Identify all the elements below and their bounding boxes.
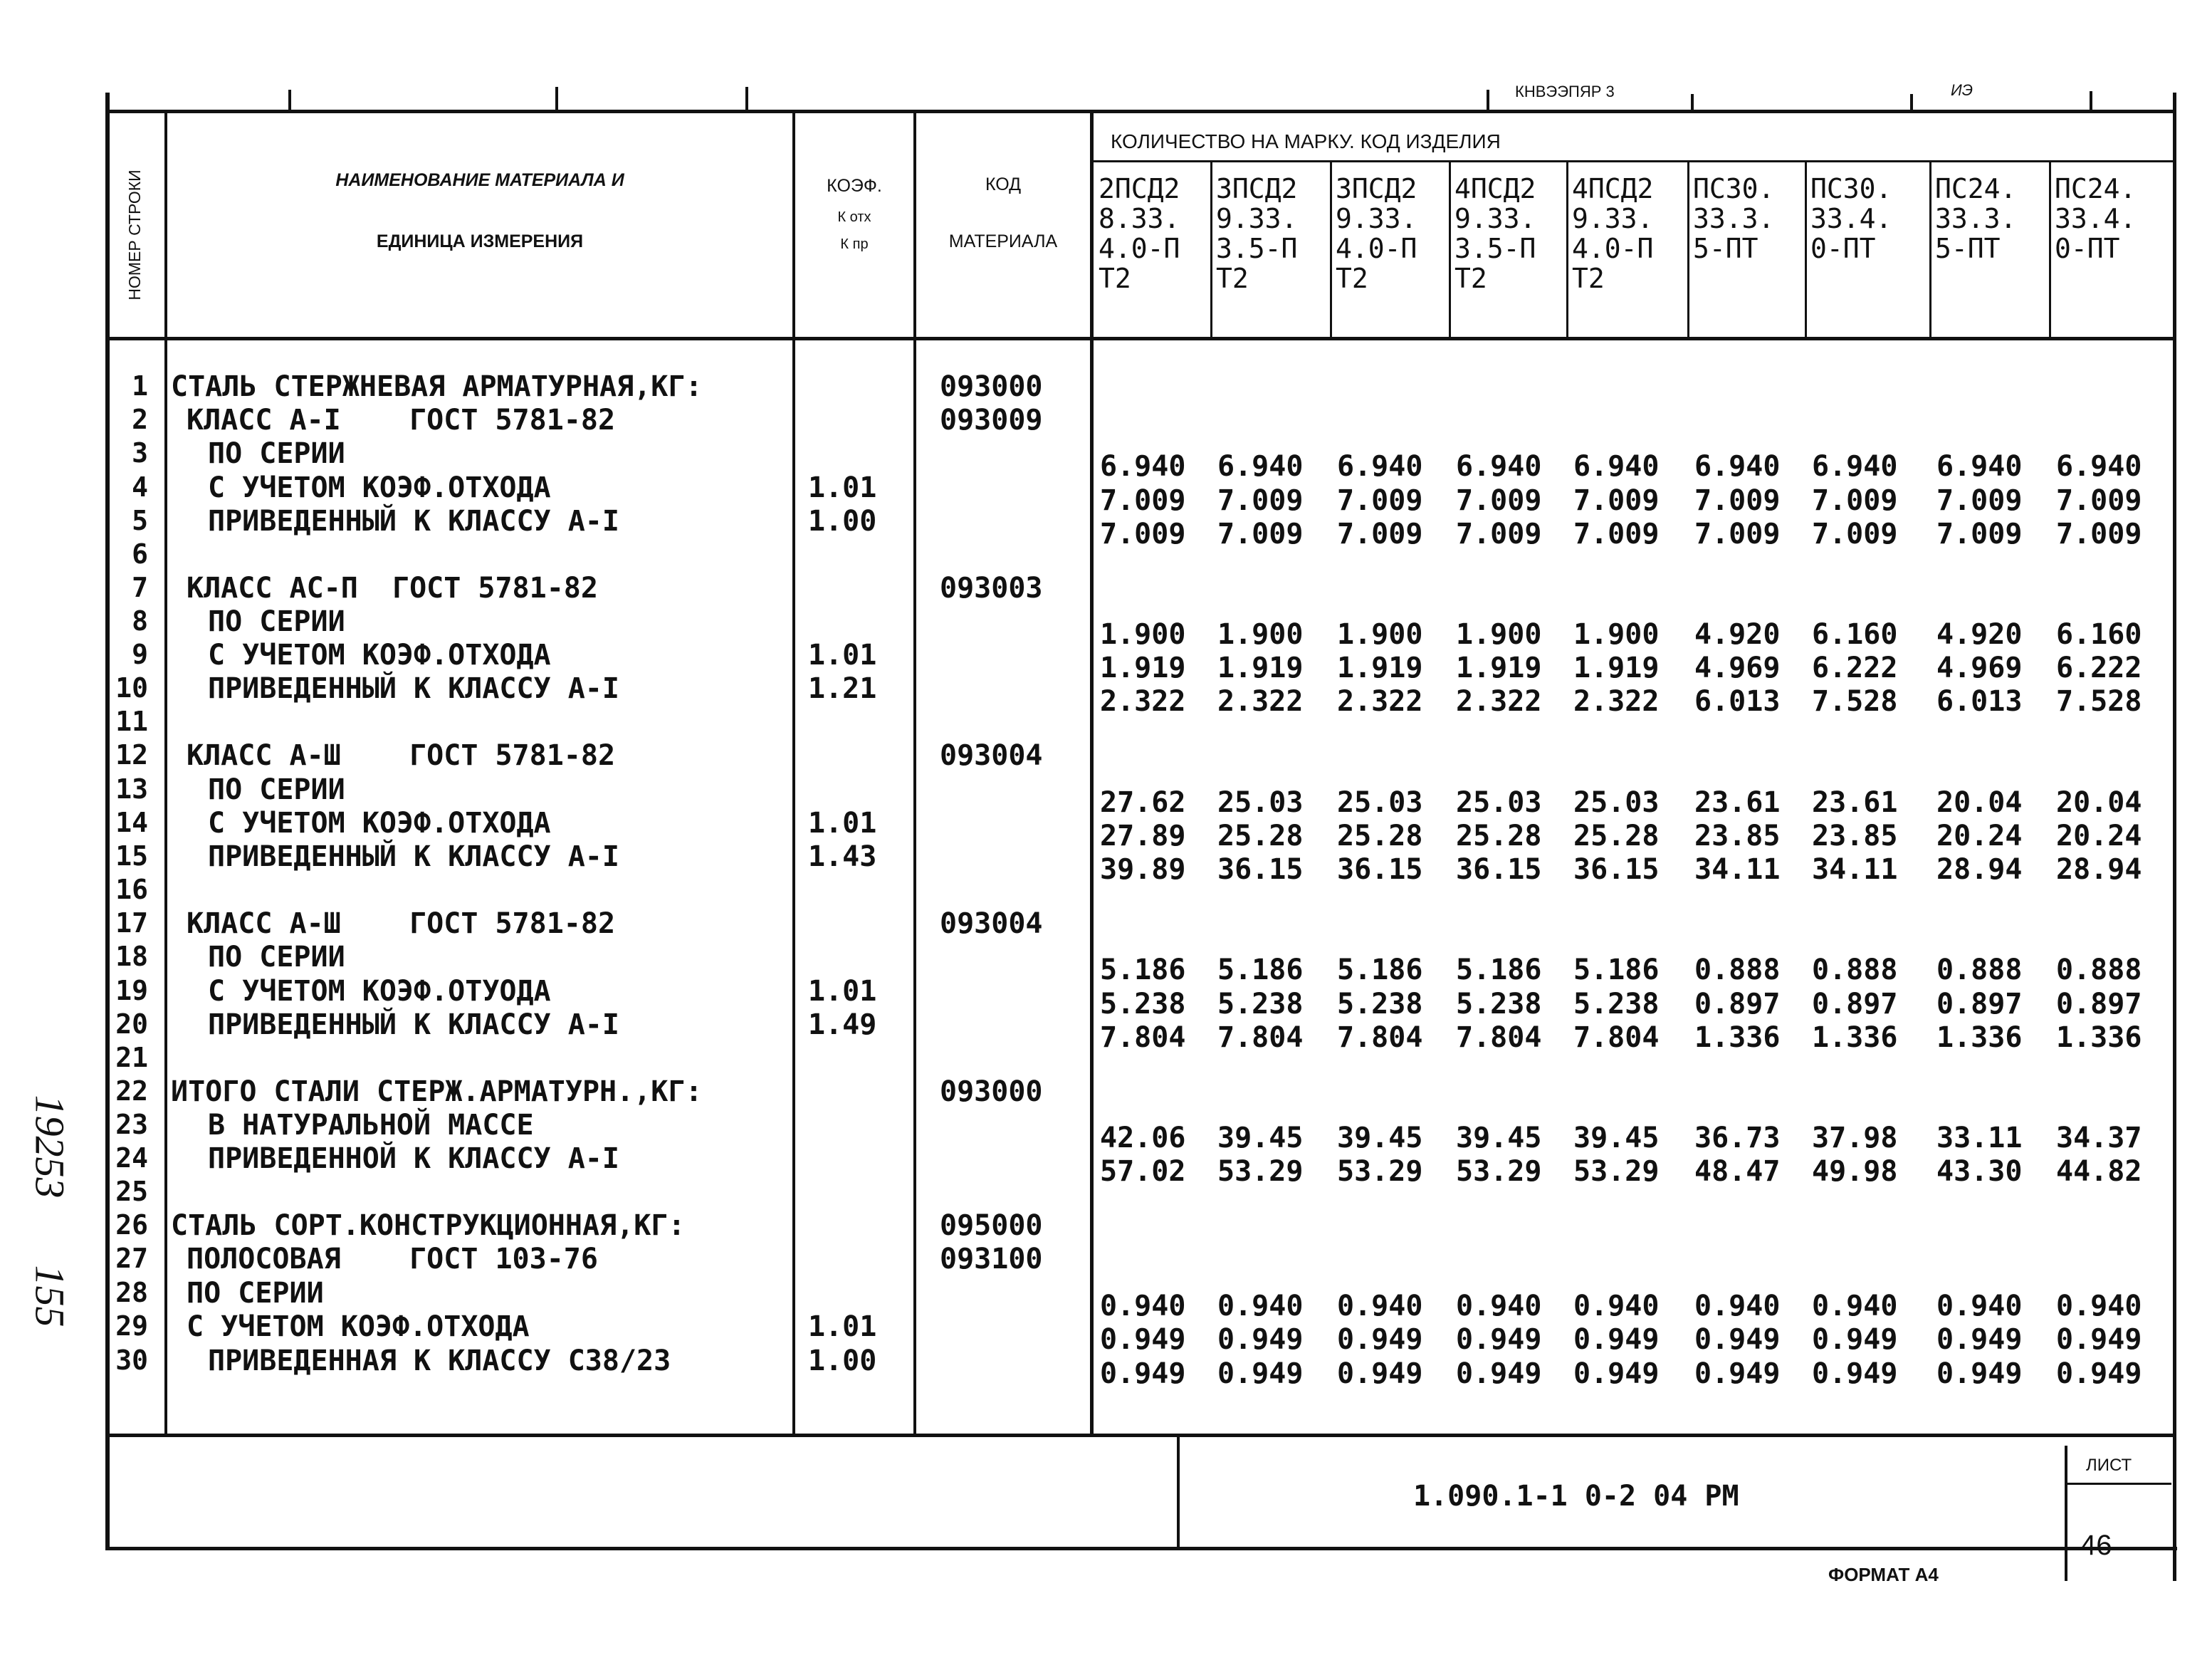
coefficient: 1.01 bbox=[808, 975, 877, 1008]
quantity-value: 53.29 bbox=[1217, 1155, 1304, 1188]
material-name: ПО СЕРИИ bbox=[208, 437, 345, 470]
quantity-value: 23.85 bbox=[1694, 820, 1781, 852]
sheet-number: 46 bbox=[2080, 1530, 2112, 1561]
quantity-value: 20.04 bbox=[1936, 786, 2023, 819]
row-number: 9 bbox=[132, 639, 148, 670]
quantity-value: 1.919 bbox=[1573, 652, 1660, 684]
quantity-value: 7.528 bbox=[1812, 685, 1898, 718]
quantity-value: 34.11 bbox=[1694, 853, 1781, 886]
material-code: 095000 bbox=[940, 1209, 1043, 1242]
quantity-value: 0.949 bbox=[1456, 1357, 1542, 1390]
quantity-value: 5.186 bbox=[1456, 954, 1542, 986]
material-name: КЛАСС А-Ш ГОСТ 5781-82 bbox=[187, 907, 616, 940]
quantity-value: 27.89 bbox=[1100, 820, 1186, 852]
row-number: 21 bbox=[115, 1042, 148, 1073]
row-number: 19 bbox=[115, 975, 148, 1006]
material-name: ПОЛОСОВАЯ ГОСТ 103-76 bbox=[187, 1243, 598, 1275]
quantity-value: 0.888 bbox=[2056, 954, 2142, 986]
quantity-value: 6.940 bbox=[1217, 450, 1304, 483]
material-name: КЛАСС А-Ш ГОСТ 5781-82 bbox=[187, 739, 616, 772]
document-code: 1.090.1-1 0-2 04 PM bbox=[1413, 1480, 1739, 1513]
quantity-value: 0.940 bbox=[1936, 1290, 2023, 1322]
quantity-value: 49.98 bbox=[1812, 1155, 1898, 1188]
quantity-value: 0.949 bbox=[1812, 1323, 1898, 1356]
coefficient: 1.21 bbox=[808, 672, 877, 705]
quantity-value: 0.897 bbox=[1812, 988, 1898, 1021]
quantity-value: 7.009 bbox=[1694, 484, 1781, 517]
quantity-value: 7.528 bbox=[2056, 685, 2142, 718]
row-number: 26 bbox=[115, 1209, 148, 1241]
quantity-value: 0.949 bbox=[2056, 1357, 2142, 1390]
quantity-value: 0.888 bbox=[1812, 954, 1898, 986]
quantity-value: 7.009 bbox=[1456, 518, 1542, 550]
quantity-value: 7.009 bbox=[1694, 518, 1781, 550]
row-number: 7 bbox=[132, 572, 148, 603]
material-name: С УЧЕТОМ КОЭФ.ОТХОДА bbox=[208, 471, 551, 504]
quantity-value: 39.45 bbox=[1337, 1122, 1423, 1154]
material-name: ПРИВЕДЕННОЙ К КЛАССУ А-I bbox=[208, 1142, 619, 1175]
quantity-value: 0.897 bbox=[2056, 988, 2142, 1021]
quantity-value: 1.336 bbox=[1812, 1021, 1898, 1054]
column-separator bbox=[1929, 161, 1931, 338]
quantity-value: 6.160 bbox=[1812, 618, 1898, 651]
row-number: 28 bbox=[115, 1277, 148, 1308]
quantity-value: 4.969 bbox=[1936, 652, 2023, 684]
quantity-value: 25.03 bbox=[1456, 786, 1542, 819]
quantity-value: 0.949 bbox=[1100, 1323, 1186, 1356]
quantity-value: 36.15 bbox=[1573, 853, 1660, 886]
material-code: 093000 bbox=[940, 1075, 1043, 1108]
row-number: 18 bbox=[115, 941, 148, 972]
row-number: 17 bbox=[115, 907, 148, 939]
column-header: 4ПСД2 9.33. 4.0-П Т2 bbox=[1572, 173, 1654, 294]
material-code: 093000 bbox=[940, 370, 1043, 403]
coefficient: 1.01 bbox=[808, 1310, 877, 1343]
quantity-value: 20.24 bbox=[2056, 820, 2142, 852]
row-number: 8 bbox=[132, 605, 148, 637]
quantity-value: 6.940 bbox=[1100, 450, 1186, 483]
quantity-value: 23.61 bbox=[1694, 786, 1781, 819]
quantity-value: 2.322 bbox=[1217, 685, 1304, 718]
quantity-value: 1.336 bbox=[2056, 1021, 2142, 1054]
quantity-value: 34.11 bbox=[1812, 853, 1898, 886]
row-number: 1 bbox=[132, 370, 148, 402]
row-number: 2 bbox=[132, 404, 148, 435]
quantity-value: 53.29 bbox=[1337, 1155, 1423, 1188]
row-number: 10 bbox=[115, 672, 148, 704]
quantity-value: 0.940 bbox=[1573, 1290, 1660, 1322]
row-number: 30 bbox=[115, 1345, 148, 1376]
material-name: ПО СЕРИИ bbox=[208, 773, 345, 806]
quantity-value: 7.009 bbox=[1337, 518, 1423, 550]
quantity-value: 36.15 bbox=[1456, 853, 1542, 886]
quantity-value: 7.009 bbox=[1100, 484, 1186, 517]
quantity-value: 1.919 bbox=[1337, 652, 1423, 684]
quantity-value: 25.03 bbox=[1337, 786, 1423, 819]
quantity-value: 0.949 bbox=[1217, 1323, 1304, 1356]
coefficient: 1.01 bbox=[808, 807, 877, 840]
quantity-value: 0.949 bbox=[1337, 1357, 1423, 1390]
quantity-value: 6.940 bbox=[1936, 450, 2023, 483]
quantity-value: 39.89 bbox=[1100, 853, 1186, 886]
quantity-value: 6.013 bbox=[1936, 685, 2023, 718]
quantity-value: 5.238 bbox=[1100, 988, 1186, 1021]
material-name: С УЧЕТОМ КОЭФ.ОТХОДА bbox=[208, 639, 551, 672]
quantity-value: 5.186 bbox=[1217, 954, 1304, 986]
quantity-value: 0.940 bbox=[1456, 1290, 1542, 1322]
column-separator bbox=[1210, 161, 1212, 338]
quantity-value: 0.940 bbox=[1337, 1290, 1423, 1322]
row-number: 25 bbox=[115, 1176, 148, 1207]
quantity-value: 5.186 bbox=[1337, 954, 1423, 986]
coefficient: 1.49 bbox=[808, 1008, 877, 1041]
quantity-value: 6.940 bbox=[1573, 450, 1660, 483]
header-code-column: КОД МАТЕРИАЛА bbox=[948, 174, 1058, 251]
quantity-value: 27.62 bbox=[1100, 786, 1186, 819]
header-coef-column: КОЭФ. К отх К пр bbox=[827, 176, 882, 252]
column-header: 4ПСД2 9.33. 3.5-П Т2 bbox=[1454, 173, 1536, 294]
quantity-value: 1.919 bbox=[1217, 652, 1304, 684]
material-name: ПО СЕРИИ bbox=[208, 941, 345, 974]
quantity-value: 36.15 bbox=[1217, 853, 1304, 886]
material-code: 093100 bbox=[940, 1243, 1043, 1275]
quantity-value: 0.897 bbox=[1694, 988, 1781, 1021]
row-number: 27 bbox=[115, 1243, 148, 1274]
quantity-value: 0.888 bbox=[1936, 954, 2023, 986]
material-name: ПО СЕРИИ bbox=[187, 1277, 324, 1310]
quantity-value: 5.186 bbox=[1100, 954, 1186, 986]
row-number: 6 bbox=[132, 538, 148, 570]
quantity-value: 2.322 bbox=[1573, 685, 1660, 718]
quantity-value: 7.009 bbox=[1812, 518, 1898, 550]
coefficient: 1.00 bbox=[808, 505, 877, 538]
quantity-value: 0.949 bbox=[1936, 1357, 2023, 1390]
quantity-value: 4.969 bbox=[1694, 652, 1781, 684]
quantity-value: 0.949 bbox=[2056, 1323, 2142, 1356]
quantity-value: 5.238 bbox=[1337, 988, 1423, 1021]
quantity-value: 0.949 bbox=[1337, 1323, 1423, 1356]
quantity-value: 0.940 bbox=[1812, 1290, 1898, 1322]
quantity-value: 2.322 bbox=[1337, 685, 1423, 718]
quantity-value: 25.28 bbox=[1573, 820, 1660, 852]
quantity-value: 1.336 bbox=[1936, 1021, 2023, 1054]
quantity-value: 53.29 bbox=[1456, 1155, 1542, 1188]
material-name: С УЧЕТОМ КОЭФ.ОТУОДА bbox=[208, 975, 551, 1008]
quantity-value: 0.940 bbox=[1217, 1290, 1304, 1322]
quantity-value: 1.919 bbox=[1100, 652, 1186, 684]
quantity-value: 23.85 bbox=[1812, 820, 1898, 852]
quantity-value: 7.009 bbox=[1936, 518, 2023, 550]
quantity-value: 7.009 bbox=[1812, 484, 1898, 517]
quantity-value: 7.009 bbox=[1217, 484, 1304, 517]
quantity-value: 25.28 bbox=[1217, 820, 1304, 852]
quantity-value: 5.238 bbox=[1573, 988, 1660, 1021]
row-number: 24 bbox=[115, 1142, 148, 1174]
row-number: 13 bbox=[115, 773, 148, 805]
quantity-value: 39.45 bbox=[1573, 1122, 1660, 1154]
quantity-value: 0.949 bbox=[1456, 1323, 1542, 1356]
quantity-value: 6.222 bbox=[1812, 652, 1898, 684]
material-name: СТАЛЬ СОРТ.КОНСТРУКЦИОННАЯ,КГ: bbox=[171, 1209, 686, 1242]
column-header: ПС30. 33.4. 0-ПТ bbox=[1810, 173, 1892, 264]
quantity-value: 57.02 bbox=[1100, 1155, 1186, 1188]
quantity-value: 0.949 bbox=[1573, 1357, 1660, 1390]
quantity-value: 7.009 bbox=[2056, 484, 2142, 517]
material-name: В НАТУРАЛЬНОЙ МАССЕ bbox=[208, 1109, 534, 1142]
row-number: 5 bbox=[132, 505, 148, 536]
quantity-value: 39.45 bbox=[1217, 1122, 1304, 1154]
quantity-value: 34.37 bbox=[2056, 1122, 2142, 1154]
quantity-value: 1.900 bbox=[1217, 618, 1304, 651]
row-number: 11 bbox=[115, 706, 148, 737]
column-header: ПС30. 33.3. 5-ПТ bbox=[1693, 173, 1775, 264]
quantity-value: 0.949 bbox=[1100, 1357, 1186, 1390]
coefficient: 1.00 bbox=[808, 1345, 877, 1377]
quantity-value: 2.322 bbox=[1100, 685, 1186, 718]
column-header: 3ПСД2 9.33. 4.0-П Т2 bbox=[1336, 173, 1417, 294]
coefficient: 1.01 bbox=[808, 471, 877, 504]
material-code: 093004 bbox=[940, 907, 1043, 940]
quantity-value: 6.940 bbox=[1694, 450, 1781, 483]
quantity-value: 7.009 bbox=[2056, 518, 2142, 550]
quantity-value: 0.949 bbox=[1217, 1357, 1304, 1390]
column-separator bbox=[1805, 161, 1807, 338]
material-name: ПО СЕРИИ bbox=[208, 605, 345, 638]
quantity-value: 0.949 bbox=[1812, 1357, 1898, 1390]
quantity-value: 6.013 bbox=[1694, 685, 1781, 718]
header-row-number: НОМЕР СТРОКИ bbox=[125, 169, 145, 301]
material-name: КЛАСС А-I ГОСТ 5781-82 bbox=[187, 404, 616, 437]
quantity-value: 7.804 bbox=[1337, 1021, 1423, 1054]
quantity-value: 5.238 bbox=[1217, 988, 1304, 1021]
margin-note-1: 19253 bbox=[26, 1095, 73, 1199]
row-number: 4 bbox=[132, 471, 148, 503]
quantity-value: 4.920 bbox=[1936, 618, 2023, 651]
quantity-value: 0.940 bbox=[1100, 1290, 1186, 1322]
quantity-value: 53.29 bbox=[1573, 1155, 1660, 1188]
quantity-value: 0.940 bbox=[2056, 1290, 2142, 1322]
column-separator bbox=[1449, 161, 1451, 338]
quantity-value: 23.61 bbox=[1812, 786, 1898, 819]
material-code: 093003 bbox=[940, 572, 1043, 605]
quantity-value: 7.009 bbox=[1573, 518, 1660, 550]
top-stamp-2: ИЭ bbox=[1951, 81, 1973, 99]
quantity-value: 48.47 bbox=[1694, 1155, 1781, 1188]
margin-note-2: 155 bbox=[26, 1265, 73, 1327]
quantity-value: 0.897 bbox=[1936, 988, 2023, 1021]
material-name: ПРИВЕДЕННЫЙ К КЛАССУ А-I bbox=[208, 1008, 619, 1041]
column-separator bbox=[1687, 161, 1689, 338]
quantity-value: 44.82 bbox=[2056, 1155, 2142, 1188]
material-name: С УЧЕТОМ КОЭФ.ОТХОДА bbox=[208, 807, 551, 840]
column-header: 2ПСД2 8.33. 4.0-П Т2 bbox=[1099, 173, 1180, 294]
row-number: 20 bbox=[115, 1008, 148, 1040]
row-number: 23 bbox=[115, 1109, 148, 1140]
row-number: 3 bbox=[132, 437, 148, 469]
quantity-value: 43.30 bbox=[1936, 1155, 2023, 1188]
sheet-label: ЛИСТ bbox=[2086, 1456, 2132, 1475]
quantity-value: 1.900 bbox=[1100, 618, 1186, 651]
quantity-value: 1.900 bbox=[1337, 618, 1423, 651]
quantity-value: 1.900 bbox=[1456, 618, 1542, 651]
coefficient: 1.43 bbox=[808, 840, 877, 873]
quantity-value: 20.24 bbox=[1936, 820, 2023, 852]
column-header: 3ПСД2 9.33. 3.5-П Т2 bbox=[1216, 173, 1298, 294]
row-number: 15 bbox=[115, 840, 148, 872]
column-separator bbox=[1566, 161, 1568, 338]
column-header: ПС24. 33.4. 0-ПТ bbox=[2055, 173, 2137, 264]
header-name-column: НАИМЕНОВАНИЕ МАТЕРИАЛА И ЕДИНИЦА ИЗМЕРЕНИЯ bbox=[335, 170, 624, 251]
row-number: 22 bbox=[115, 1075, 148, 1107]
quantity-value: 7.009 bbox=[1456, 484, 1542, 517]
quantity-value: 5.238 bbox=[1456, 988, 1542, 1021]
column-separator bbox=[1330, 161, 1332, 338]
quantity-value: 0.949 bbox=[1694, 1323, 1781, 1356]
quantity-value: 1.900 bbox=[1573, 618, 1660, 651]
quantity-value: 4.920 bbox=[1694, 618, 1781, 651]
quantity-value: 0.949 bbox=[1694, 1357, 1781, 1390]
quantity-value: 5.186 bbox=[1573, 954, 1660, 986]
quantity-value: 1.336 bbox=[1694, 1021, 1781, 1054]
quantity-value: 6.222 bbox=[2056, 652, 2142, 684]
quantity-value: 7.009 bbox=[1217, 518, 1304, 550]
quantity-value: 36.73 bbox=[1694, 1122, 1781, 1154]
material-code: 093009 bbox=[940, 404, 1043, 437]
header-quantity-title: КОЛИЧЕСТВО НА МАРКУ. КОД ИЗДЕЛИЯ bbox=[1111, 130, 1501, 152]
quantity-value: 6.940 bbox=[1337, 450, 1423, 483]
material-name: ПРИВЕДЕННЫЙ К КЛАССУ А-I bbox=[208, 672, 619, 705]
quantity-value: 7.009 bbox=[1100, 518, 1186, 550]
quantity-value: 2.322 bbox=[1456, 685, 1542, 718]
material-name: ПРИВЕДЕННЫЙ К КЛАССУ А-I bbox=[208, 505, 619, 538]
quantity-value: 7.804 bbox=[1573, 1021, 1660, 1054]
top-stamp: КНВЭЭПЯР 3 bbox=[1515, 83, 1615, 100]
quantity-value: 7.804 bbox=[1217, 1021, 1304, 1054]
quantity-value: 0.949 bbox=[1573, 1323, 1660, 1356]
quantity-value: 36.15 bbox=[1337, 853, 1423, 886]
row-number: 12 bbox=[115, 739, 148, 771]
quantity-value: 6.160 bbox=[2056, 618, 2142, 651]
quantity-value: 25.28 bbox=[1456, 820, 1542, 852]
row-number: 14 bbox=[115, 807, 148, 838]
row-number: 29 bbox=[115, 1310, 148, 1342]
quantity-value: 25.03 bbox=[1217, 786, 1304, 819]
quantity-value: 20.04 bbox=[2056, 786, 2142, 819]
format-label: ФОРМАТ А4 bbox=[1828, 1564, 1939, 1585]
quantity-value: 28.94 bbox=[2056, 853, 2142, 886]
quantity-value: 7.009 bbox=[1573, 484, 1660, 517]
quantity-value: 25.03 bbox=[1573, 786, 1660, 819]
row-number: 16 bbox=[115, 874, 148, 905]
quantity-value: 25.28 bbox=[1337, 820, 1423, 852]
quantity-value: 7.009 bbox=[1936, 484, 2023, 517]
quantity-value: 0.949 bbox=[1936, 1323, 2023, 1356]
material-name: ПРИВЕДЕННАЯ К КЛАССУ С38/23 bbox=[208, 1345, 671, 1377]
quantity-value: 7.804 bbox=[1456, 1021, 1542, 1054]
quantity-value: 33.11 bbox=[1936, 1122, 2023, 1154]
coefficient: 1.01 bbox=[808, 639, 877, 672]
quantity-value: 1.919 bbox=[1456, 652, 1542, 684]
quantity-value: 0.888 bbox=[1694, 954, 1781, 986]
quantity-value: 0.940 bbox=[1694, 1290, 1781, 1322]
material-code: 093004 bbox=[940, 739, 1043, 772]
material-name: С УЧЕТОМ КОЭФ.ОТХОДА bbox=[187, 1310, 530, 1343]
column-header: ПС24. 33.3. 5-ПТ bbox=[1935, 173, 2017, 264]
quantity-value: 7.804 bbox=[1100, 1021, 1186, 1054]
quantity-value: 6.940 bbox=[2056, 450, 2142, 483]
column-separator bbox=[2049, 161, 2051, 338]
material-name: КЛАСС АС-П ГОСТ 5781-82 bbox=[187, 572, 598, 605]
quantity-value: 6.940 bbox=[1812, 450, 1898, 483]
material-name: СТАЛЬ СТЕРЖНЕВАЯ АРМАТУРНАЯ,КГ: bbox=[171, 370, 703, 403]
quantity-value: 28.94 bbox=[1936, 853, 2023, 886]
quantity-value: 7.009 bbox=[1337, 484, 1423, 517]
quantity-value: 6.940 bbox=[1456, 450, 1542, 483]
quantity-value: 37.98 bbox=[1812, 1122, 1898, 1154]
material-name: ПРИВЕДЕННЫЙ К КЛАССУ А-I bbox=[208, 840, 619, 873]
material-name: ИТОГО СТАЛИ СТЕРЖ.АРМАТУРН.,КГ: bbox=[171, 1075, 703, 1108]
quantity-value: 42.06 bbox=[1100, 1122, 1186, 1154]
quantity-value: 39.45 bbox=[1456, 1122, 1542, 1154]
